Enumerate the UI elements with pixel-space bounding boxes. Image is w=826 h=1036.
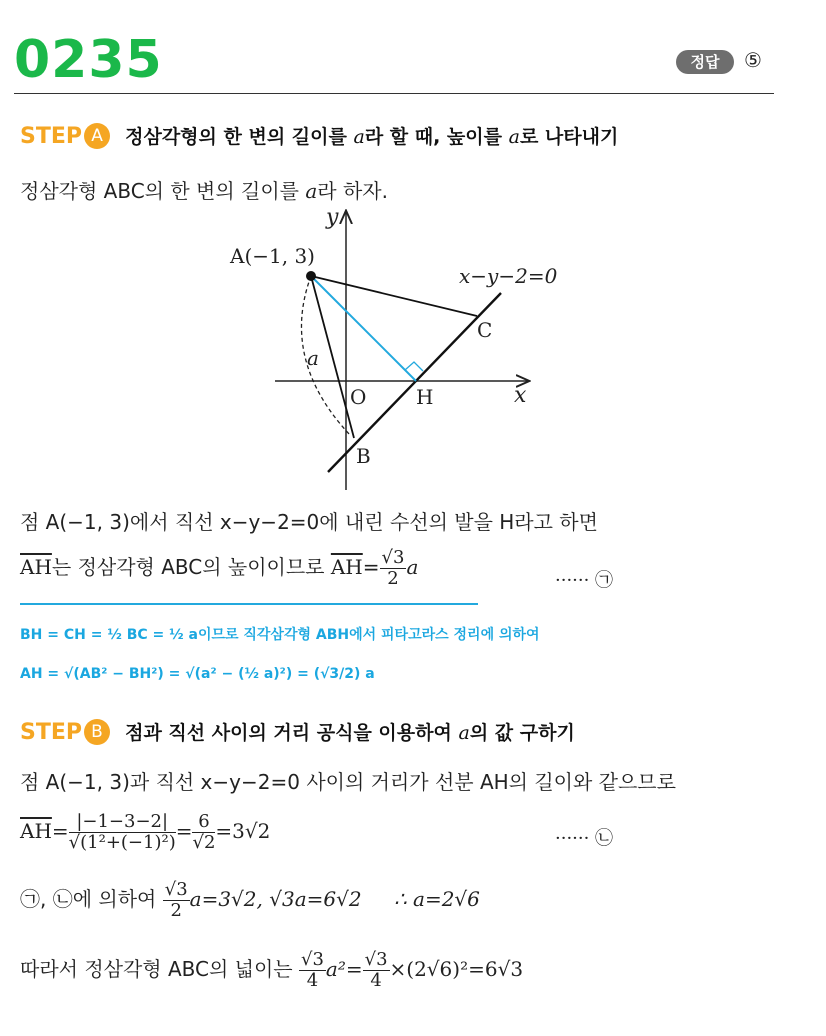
step-a-label: STEP bbox=[20, 124, 83, 149]
label-y: y bbox=[326, 205, 339, 230]
step-a-line3: $\overline{AH}$는 정삼각형 ABC의 높이이므로 $\overline{AH}=$ $\frac{√3}{2}$ a bbox=[20, 547, 419, 589]
step-b-title: 점과 직선 사이의 거리 공식을 이용하여 a의 값 구하기 bbox=[125, 722, 575, 744]
step-a-title: 정삼각형의 한 변의 길이를 a라 할 때, 높이를 a로 나타내기 bbox=[125, 126, 619, 148]
altitude-AH bbox=[311, 276, 416, 381]
hint-line-2: AH = √(AB² − BH²) = √(a² − (½ a)²) = (√3/2) a bbox=[20, 666, 375, 682]
step-b-heading bbox=[20, 718, 575, 745]
step-a-badge: A bbox=[84, 123, 110, 149]
mark-2: ······ ㉡ bbox=[555, 828, 614, 849]
point-A bbox=[306, 271, 316, 281]
step-b-badge: B bbox=[84, 719, 110, 745]
step-b-line3: ㉠, ㉡에 의하여 $\frac{√3}{2}$ a=3√2, √3a=6√2 ∴ a=2√6 bbox=[20, 879, 480, 921]
label-O: O bbox=[350, 385, 367, 409]
label-H: H bbox=[416, 385, 434, 409]
problem-number: 0235 bbox=[14, 30, 163, 90]
hint-divider bbox=[20, 603, 478, 605]
step-b-equation: $\overline{AH}=$ $\frac{|-1-3-2|}{\text{√(1²+(−1)²)}}$ = $\frac{6}{√2}$ =3√2 bbox=[20, 811, 271, 853]
answer-badge: 정답 bbox=[676, 50, 734, 74]
step-b-label: STEP bbox=[20, 720, 83, 745]
step-b-line1: 점 A(−1, 3)과 직선 x−y−2=0 사이의 거리가 선분 AH의 길이와 같으므로 bbox=[20, 770, 676, 794]
answer-value: ⑤ bbox=[744, 48, 762, 72]
mark-1: ······ ㉠ bbox=[555, 570, 614, 591]
label-line-equation: x−y−2=0 bbox=[459, 264, 558, 288]
step-a-line1: 정삼각형 ABC의 한 변의 길이를 a라 하자. bbox=[20, 179, 388, 203]
step-a-line2: 점 A(−1, 3)에서 직선 x−y−2=0에 내린 수선의 발을 H라고 하면 bbox=[20, 510, 598, 534]
label-B: B bbox=[356, 444, 371, 468]
side-AC bbox=[311, 276, 477, 316]
hint-line-1: BH = CH = ½ BC = ½ a이므로 직각삼각형 ABH에서 피타고라스 정리에 의하여 bbox=[20, 627, 540, 643]
label-x: x bbox=[514, 383, 527, 408]
label-a: a bbox=[307, 346, 319, 370]
right-angle-mark bbox=[405, 362, 423, 371]
label-A: A(−1, 3) bbox=[230, 244, 315, 268]
step-b-line4: 따라서 정삼각형 ABC의 넓이는 $\frac{√3}{4}$ a²= $\frac{√3}{4}$ ×(2√6)²=6√3 bbox=[20, 949, 524, 991]
label-C: C bbox=[477, 318, 493, 342]
